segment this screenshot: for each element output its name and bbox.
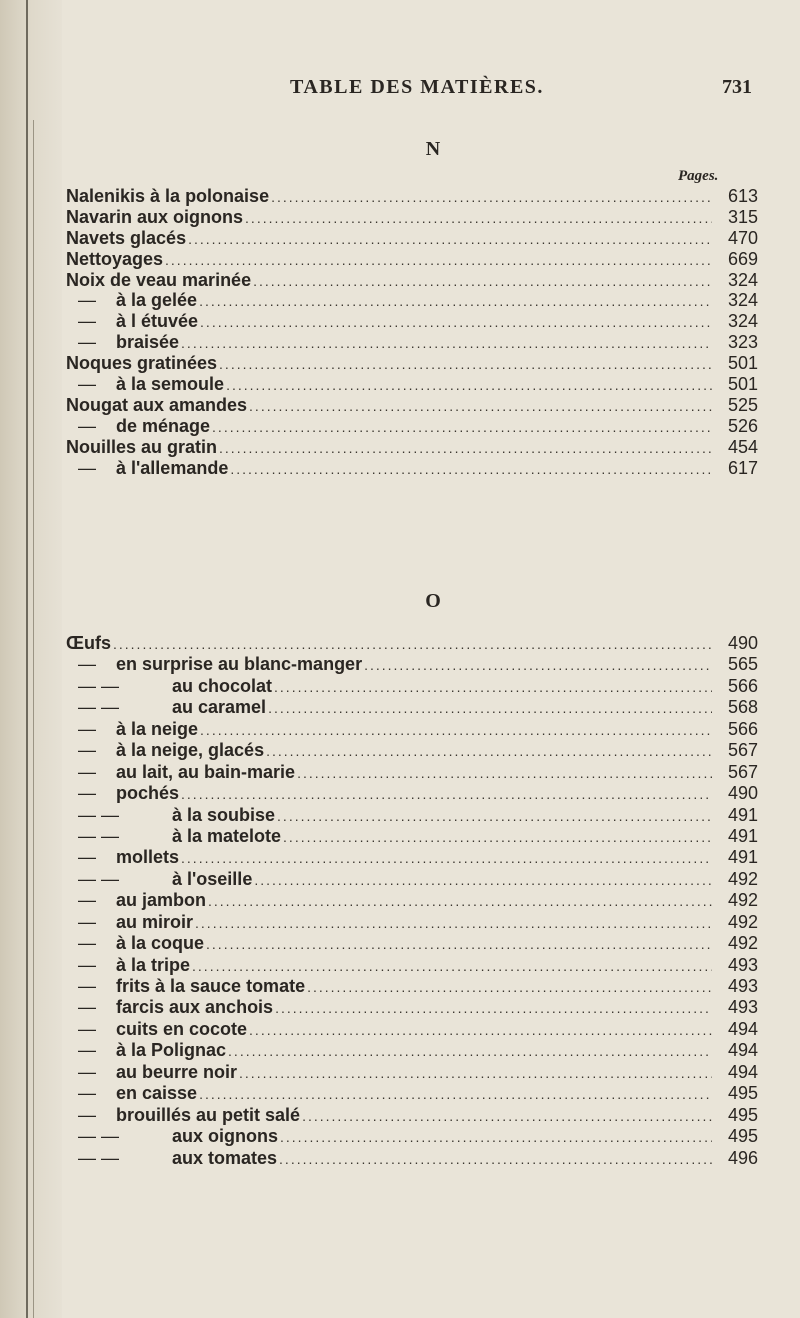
index-list-n (66, 186, 800, 478)
dot-leader (181, 848, 712, 868)
entry-label (66, 416, 210, 437)
entry-text: en surprise au blanc-manger (116, 654, 363, 675)
dot-leader (192, 956, 712, 976)
entry-page-number: 324 (727, 290, 758, 311)
dot-leader (200, 720, 712, 740)
dot-leader (266, 741, 712, 761)
dot-leader (307, 977, 712, 997)
dot-leader (188, 229, 712, 249)
dot-leader (275, 998, 712, 1018)
entry-label (66, 783, 179, 804)
entry-label (66, 249, 163, 270)
index-entry (66, 633, 758, 654)
entry-page-number: 495 (727, 1104, 758, 1125)
index-entry (66, 1062, 758, 1083)
entry-page-number: 566 (727, 675, 758, 696)
index-entry (66, 697, 758, 718)
index-entry (66, 1040, 758, 1061)
dot-leader (279, 1149, 712, 1169)
index-entry (66, 955, 758, 976)
entry-page-number: 495 (727, 1083, 758, 1104)
entry-page-number: 324 (727, 311, 758, 332)
entry-page-number: 491 (727, 847, 758, 868)
entry-text: aux tomates (172, 1147, 278, 1168)
entry-page-number: 496 (727, 1147, 758, 1168)
entry-dash: — (78, 890, 96, 911)
entry-text: à la matelote (172, 825, 282, 846)
dot-leader (249, 1020, 712, 1040)
entry-text: à la tripe (116, 954, 191, 975)
entry-label (66, 228, 186, 249)
dot-leader (219, 438, 712, 458)
entry-text: au miroir (116, 911, 194, 932)
entry-page-number: 491 (727, 825, 758, 846)
dot-leader (254, 870, 712, 890)
entry-label (66, 1062, 237, 1083)
entry-page-number: 617 (727, 457, 758, 478)
entry-text: à la Polignac (116, 1040, 227, 1061)
entry-label (66, 207, 243, 228)
section-letter-n: N (425, 138, 441, 160)
index-entry (66, 719, 758, 740)
entry-dash: — (78, 847, 96, 868)
index-entry (66, 762, 758, 783)
entry-text: au caramel (172, 697, 267, 718)
dot-leader (271, 187, 712, 207)
entry-dash: — (78, 332, 96, 353)
index-entry (66, 976, 758, 997)
entry-page-number: 470 (727, 227, 758, 248)
entry-text: à la soubise (172, 804, 276, 825)
entry-dash: — (78, 933, 96, 954)
entry-text: au chocolat (172, 675, 273, 696)
index-entry (66, 353, 758, 374)
entry-text: à l'allemande (116, 457, 229, 478)
entry-page-number: 492 (727, 933, 758, 954)
dot-leader (268, 698, 712, 718)
dot-leader (283, 827, 712, 847)
entry-label (66, 290, 197, 311)
entry-page-number: 492 (727, 868, 758, 889)
entry-dash: — (78, 761, 96, 782)
dot-leader (364, 655, 712, 675)
entry-text: brouillés au petit salé (116, 1104, 301, 1125)
entry-text: à la gelée (116, 290, 198, 311)
dot-leader (249, 396, 712, 416)
index-entry (66, 1148, 758, 1169)
dot-leader (199, 291, 712, 311)
entry-label (66, 719, 198, 740)
entry-text: à l'oseille (172, 868, 253, 889)
entry-page-number: 526 (727, 415, 758, 436)
entry-page-number: 493 (727, 997, 758, 1018)
index-entry (66, 654, 758, 675)
entry-label (66, 1105, 300, 1126)
spine-fold-line (26, 0, 28, 1318)
entry-label (66, 1126, 278, 1147)
entry-text: Nougat aux amandes (66, 394, 248, 415)
dot-leader (245, 208, 712, 228)
entry-label (66, 697, 266, 718)
index-entry (66, 374, 758, 395)
index-entry (66, 228, 758, 249)
entry-label (66, 332, 179, 353)
index-entry (66, 676, 758, 697)
entry-page-number: 613 (727, 186, 758, 206)
index-entry (66, 1019, 758, 1040)
dot-leader (302, 1106, 712, 1126)
entry-dash: — (78, 1104, 96, 1125)
index-entry (66, 826, 758, 847)
entry-text: cuits en cocote (116, 1018, 248, 1039)
entry-dash: — — (78, 675, 120, 696)
dot-leader (277, 806, 712, 826)
pages-column-label: Pages. (678, 168, 719, 184)
dot-leader (208, 891, 712, 911)
entry-dash: — (78, 954, 96, 975)
entry-label (66, 395, 247, 416)
entry-page-number: 567 (727, 740, 758, 761)
entry-dash: — (78, 911, 96, 932)
dot-leader (280, 1127, 712, 1147)
index-entry (66, 1126, 758, 1147)
entry-label (66, 311, 198, 332)
index-entry (66, 805, 758, 826)
dot-leader (195, 913, 712, 933)
entry-text: Œufs (66, 633, 111, 653)
index-entry (66, 332, 758, 353)
entry-page-number: 669 (727, 248, 758, 269)
entry-text: pochés (116, 783, 180, 804)
entry-page-number: 492 (727, 911, 758, 932)
running-header (66, 76, 800, 106)
dot-leader (226, 375, 712, 395)
entry-dash: — — (78, 825, 120, 846)
entry-label (66, 976, 305, 997)
index-entry (66, 395, 758, 416)
entry-page-number: 493 (727, 976, 758, 996)
entry-dash: — (78, 457, 96, 478)
dot-leader (212, 417, 712, 437)
dot-leader (200, 312, 712, 332)
entry-text: aux oignons (172, 1126, 279, 1147)
entry-text: de ménage (116, 415, 211, 436)
entry-page-number: 566 (727, 718, 758, 739)
entry-page-number: 490 (727, 633, 758, 653)
entry-text: Noques gratinées (66, 353, 218, 374)
entry-dash: — (78, 1018, 96, 1039)
entry-text: frits à la sauce tomate (116, 976, 306, 996)
index-entry (66, 249, 758, 270)
entry-label (66, 847, 179, 868)
dot-leader (239, 1063, 712, 1083)
entry-page-number: 493 (727, 954, 758, 975)
entry-dash: — (78, 1061, 96, 1082)
entry-label (66, 912, 193, 933)
entry-dash: — (78, 740, 96, 761)
entry-dash: — — (78, 868, 120, 889)
dot-leader (165, 250, 712, 270)
index-entry (66, 1083, 758, 1104)
entry-text: Nettoyages (66, 248, 164, 269)
entry-label (66, 890, 206, 911)
entry-dash: — (78, 374, 96, 395)
entry-page-number: 495 (727, 1126, 758, 1147)
index-entry (66, 740, 758, 761)
index-entry (66, 890, 758, 911)
entry-dash: — (78, 311, 96, 332)
entry-page-number: 454 (727, 436, 758, 457)
entry-dash: — (78, 415, 96, 436)
entry-page-number: 494 (727, 1018, 758, 1039)
entry-dash: — (78, 976, 96, 996)
entry-label (66, 997, 273, 1018)
dot-leader (206, 934, 712, 954)
index-list-o (66, 633, 800, 1169)
index-entry (66, 869, 758, 890)
index-entry (66, 437, 758, 458)
entry-text: en caisse (116, 1083, 198, 1104)
index-entry (66, 207, 758, 228)
entry-label (66, 1040, 226, 1061)
index-entry (66, 912, 758, 933)
entry-label (66, 676, 272, 697)
entry-text: à la neige (116, 718, 199, 739)
entry-text: à la semoule (116, 374, 225, 395)
entry-page-number: 501 (727, 374, 758, 395)
entry-page-number: 323 (727, 332, 758, 353)
entry-text: Nalenikis à la polonaise (66, 186, 270, 206)
entry-label (66, 805, 275, 826)
entry-page-number: 568 (727, 697, 758, 718)
entry-text: mollets (116, 847, 180, 868)
dot-leader (253, 271, 712, 291)
entry-label (66, 1148, 277, 1169)
dot-leader (230, 459, 712, 479)
dot-leader (297, 763, 712, 783)
dot-leader (181, 333, 712, 353)
dot-leader (228, 1041, 712, 1061)
dot-leader (274, 677, 712, 697)
entry-text: au lait, au bain-marie (116, 761, 296, 782)
entry-text: à la coque (116, 933, 205, 954)
entry-page-number: 525 (727, 394, 758, 415)
index-page (66, 0, 800, 1318)
entry-page-number: 494 (727, 1061, 758, 1082)
entry-dash: — (78, 1040, 96, 1061)
index-entry (66, 783, 758, 804)
entry-page-number: 567 (727, 761, 758, 782)
dot-leader (113, 634, 712, 654)
index-entry (66, 847, 758, 868)
entry-label (66, 654, 362, 675)
entry-page-number: 565 (727, 654, 758, 675)
header-title: TABLE DES MATIÈRES. (290, 76, 544, 98)
entry-label (66, 437, 217, 458)
index-entry (66, 997, 758, 1018)
entry-text: à la neige, glacés (116, 740, 265, 761)
dot-leader (181, 784, 712, 804)
entry-page-number: 494 (727, 1040, 758, 1061)
entry-label (66, 762, 295, 783)
entry-label (66, 458, 228, 479)
entry-label (66, 933, 204, 954)
entry-text: au jambon (116, 890, 207, 911)
entry-text: farcis aux anchois (116, 997, 274, 1018)
index-entry (66, 416, 758, 437)
entry-label (66, 270, 251, 291)
index-entry (66, 458, 758, 479)
entry-text: Navarin aux oignons (66, 206, 244, 227)
entry-label (66, 633, 111, 654)
spine-margin-line (33, 120, 34, 1318)
book-spine (0, 0, 62, 1318)
entry-text: à l étuvée (116, 311, 199, 332)
entry-dash: — — (78, 804, 120, 825)
entry-text: au beurre noir (116, 1061, 238, 1082)
header-page-number: 731 (722, 76, 752, 98)
entry-dash: — (78, 654, 96, 675)
index-entry (66, 186, 758, 207)
entry-page-number: 490 (727, 783, 758, 804)
entry-page-number: 491 (727, 804, 758, 825)
entry-page-number: 324 (727, 269, 758, 290)
entry-page-number: 501 (727, 353, 758, 374)
index-entry (66, 290, 758, 311)
dot-leader (219, 354, 712, 374)
entry-label (66, 353, 217, 374)
entry-page-number: 492 (727, 890, 758, 911)
index-entry (66, 1105, 758, 1126)
entry-dash: — (78, 1083, 96, 1104)
entry-dash: — (78, 290, 96, 311)
entry-label (66, 869, 252, 890)
entry-dash: — — (78, 697, 120, 718)
entry-label (66, 1083, 197, 1104)
entry-dash: — — (78, 1147, 120, 1168)
entry-dash: — (78, 718, 96, 739)
section-letter-o: O (425, 590, 441, 612)
entry-dash: — (78, 997, 96, 1018)
index-entry (66, 311, 758, 332)
index-entry (66, 270, 758, 291)
entry-label (66, 826, 281, 847)
entry-text: Noix de veau marinée (66, 269, 252, 290)
entry-label (66, 740, 264, 761)
entry-label (66, 955, 190, 976)
entry-page-number: 315 (727, 206, 758, 227)
entry-label (66, 186, 269, 207)
dot-leader (199, 1084, 712, 1104)
entry-text: braisée (116, 332, 180, 353)
entry-text: Nouilles au gratin (66, 436, 218, 457)
entry-label (66, 1019, 247, 1040)
entry-label (66, 374, 224, 395)
entry-dash: — (78, 783, 96, 804)
index-entry (66, 933, 758, 954)
entry-dash: — — (78, 1126, 120, 1147)
entry-text: Navets glacés (66, 227, 187, 248)
